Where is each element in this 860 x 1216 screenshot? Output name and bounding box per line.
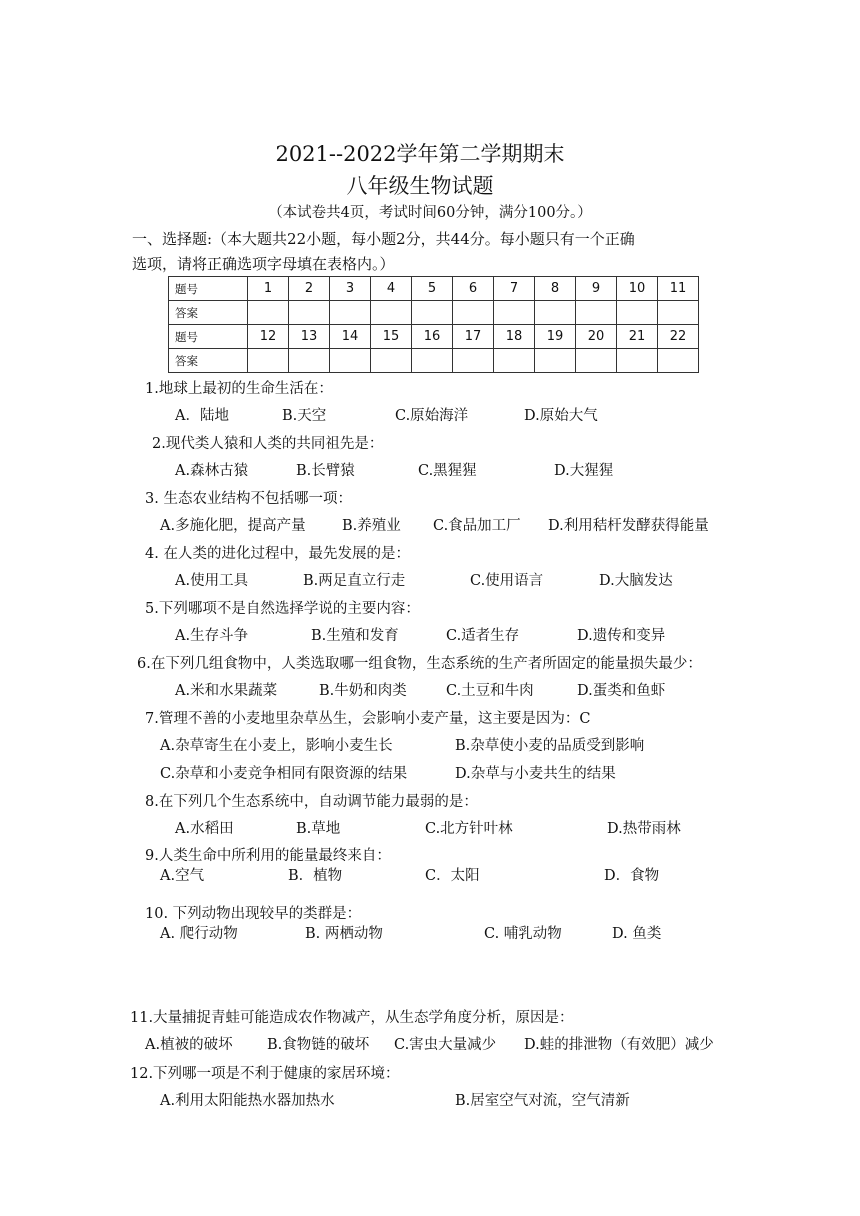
number-cell: 22 [658, 325, 699, 349]
question-5-option-c: C.适者生存 [446, 628, 520, 644]
question-1-stem: 1.地球上最初的生命生活在： [145, 381, 333, 397]
number-cell: 17 [453, 325, 494, 349]
question-11-option-b: B.食物链的破坏 [267, 1037, 370, 1053]
question-12-stem: 12.下列哪一项是不利于健康的家居环境： [130, 1066, 400, 1082]
section-heading: 一、选择题:（本大题共22小题，每小题2分，共44分。每小题只有一个正确 [132, 230, 635, 248]
row-label: 题号 [169, 277, 248, 301]
answer-cell[interactable] [658, 301, 699, 325]
answer-cell[interactable] [412, 349, 453, 373]
question-10-option-d: D. 鱼类 [612, 926, 662, 942]
question-1-option-c: C.原始海洋 [395, 408, 469, 424]
table-row [169, 301, 699, 325]
question-7-option-a: A.杂草寄生在小麦上，影响小麦生长 [160, 738, 393, 754]
question-1-option-b: B.天空 [282, 408, 327, 424]
question-11-option-c: C.害虫大量减少 [394, 1037, 497, 1053]
question-2-stem: 2.现代类人猿和人类的共同祖先是： [152, 436, 384, 452]
answer-cell[interactable] [494, 349, 535, 373]
number-cell: 13 [289, 325, 330, 349]
number-cell: 4 [371, 277, 412, 301]
answer-cell[interactable] [289, 301, 330, 325]
question-7-option-b: B.杂草使小麦的品质受到影响 [455, 738, 645, 754]
question-4-option-c: C.使用语言 [470, 573, 544, 589]
question-9-option-c: C．太阳 [425, 868, 480, 884]
question-2-option-d: D.大猩猩 [554, 463, 614, 479]
question-4-option-b: B.两足直立行走 [303, 573, 406, 589]
number-cell: 18 [494, 325, 535, 349]
number-cell: 6 [453, 277, 494, 301]
question-12-option-a: A.利用太阳能热水器加热水 [160, 1093, 335, 1109]
answer-cell[interactable] [371, 349, 412, 373]
question-9-option-d: D．食物 [604, 868, 660, 884]
answer-cell[interactable] [576, 301, 617, 325]
question-9-option-a: A.空气 [160, 868, 205, 884]
question-8-option-a: A.水稻田 [175, 821, 234, 837]
exam-title-line2: 八年级生物试题 [346, 174, 494, 198]
exam-title-line1: 2021--2022学年第二学期期末 [275, 142, 565, 166]
question-5-option-d: D.遗传和变异 [577, 628, 666, 644]
number-cell: 5 [412, 277, 453, 301]
number-cell: 10 [617, 277, 658, 301]
row-label: 题号 [169, 325, 248, 349]
question-3-stem: 3. 生态农业结构不包括哪一项： [145, 491, 352, 507]
question-10-option-a: A. 爬行动物 [160, 926, 238, 942]
question-3-option-b: B.养殖业 [342, 518, 401, 534]
answer-cell[interactable] [412, 301, 453, 325]
answer-cell[interactable] [453, 301, 494, 325]
answer-cell[interactable] [330, 349, 371, 373]
row-label: 答案 [169, 301, 248, 325]
table-row [169, 325, 699, 349]
number-cell: 15 [371, 325, 412, 349]
number-cell: 3 [330, 277, 371, 301]
answer-cell[interactable] [576, 349, 617, 373]
question-4-stem: 4. 在人类的进化过程中，最先发展的是： [145, 546, 410, 562]
question-4-option-a: A.使用工具 [175, 573, 249, 589]
question-11-option-a: A.植被的破坏 [145, 1037, 233, 1053]
row-label: 答案 [169, 349, 248, 373]
answer-cell[interactable] [248, 349, 289, 373]
question-5-option-b: B.生殖和发育 [311, 628, 399, 644]
question-11-option-d: D.蛙的排泄物（有效肥）减少 [524, 1037, 714, 1053]
question-6-option-c: C.土豆和牛肉 [446, 683, 534, 699]
question-10-stem: 10. 下列动物出现较早的类群是： [145, 906, 362, 922]
number-cell: 11 [658, 277, 699, 301]
answer-cell[interactable] [371, 301, 412, 325]
exam-note: （本试卷共4页，考试时间60分钟，满分100分。） [268, 205, 592, 221]
question-1-option-d: D.原始大气 [524, 408, 598, 424]
number-cell: 8 [535, 277, 576, 301]
question-6-stem: 6.在下列几组食物中，人类选取哪一组食物，生态系统的生产者所固定的能量损失最少： [137, 656, 702, 672]
question-2-option-a: A.森林古猿 [175, 463, 249, 479]
question-8-option-c: C.北方针叶林 [425, 821, 513, 837]
question-7-stem: 7.管理不善的小麦地里杂草丛生，会影响小麦产量，这主要是因为：C [145, 711, 591, 727]
number-cell: 20 [576, 325, 617, 349]
question-6-option-b: B.牛奶和肉类 [319, 683, 407, 699]
question-9-stem: 9.人类生命中所利用的能量最终来自： [145, 848, 391, 864]
question-9-option-b: B．植物 [288, 868, 343, 884]
answer-cell[interactable] [248, 301, 289, 325]
question-7-option-d: D.杂草与小麦共生的结果 [455, 766, 616, 782]
question-7-option-c: C.杂草和小麦竞争相同有限资源的结果 [160, 766, 408, 782]
answer-cell[interactable] [289, 349, 330, 373]
question-5-stem: 5.下列哪项不是自然选择学说的主要内容： [145, 601, 420, 617]
answer-table [168, 276, 699, 373]
question-3-option-c: C.食品加工厂 [433, 518, 521, 534]
number-cell: 12 [248, 325, 289, 349]
number-cell: 19 [535, 325, 576, 349]
question-5-option-a: A.生存斗争 [175, 628, 249, 644]
answer-cell[interactable] [535, 349, 576, 373]
number-cell: 7 [494, 277, 535, 301]
question-6-option-d: D.蛋类和鱼虾 [577, 683, 666, 699]
question-2-option-c: C.黑猩猩 [418, 463, 477, 479]
answer-cell[interactable] [535, 301, 576, 325]
question-8-stem: 8.在下列几个生态系统中，自动调节能力最弱的是： [145, 794, 478, 810]
number-cell: 2 [289, 277, 330, 301]
question-4-option-d: D.大脑发达 [599, 573, 673, 589]
answer-cell[interactable] [617, 301, 658, 325]
question-8-option-d: D.热带雨林 [607, 821, 681, 837]
question-6-option-a: A.米和水果蔬菜 [175, 683, 278, 699]
question-11-stem: 11.大量捕捉青蛙可能造成农作物减产，从生态学角度分析，原因是： [130, 1010, 574, 1026]
question-10-option-c: C. 哺乳动物 [484, 926, 562, 942]
answer-cell[interactable] [330, 301, 371, 325]
number-cell: 21 [617, 325, 658, 349]
number-cell: 9 [576, 277, 617, 301]
answer-cell[interactable] [617, 349, 658, 373]
question-12-option-b: B.居室空气对流，空气清新 [455, 1093, 630, 1109]
answer-cell[interactable] [453, 349, 494, 373]
table-row [169, 349, 699, 373]
answer-cell[interactable] [658, 349, 699, 373]
question-8-option-b: B.草地 [296, 821, 341, 837]
table-row [169, 277, 699, 301]
question-2-option-b: B.长臂猿 [296, 463, 355, 479]
number-cell: 14 [330, 325, 371, 349]
question-1-option-a: A．陆地 [175, 408, 229, 424]
question-10-option-b: B. 两栖动物 [305, 926, 383, 942]
section-heading-cont: 选项，请将正确选项字母填在表格内。） [132, 255, 395, 273]
question-3-option-d: D.利用秸杆发酵获得能量 [548, 518, 709, 534]
number-cell: 16 [412, 325, 453, 349]
number-cell: 1 [248, 277, 289, 301]
answer-cell[interactable] [494, 301, 535, 325]
question-3-option-a: A.多施化肥，提高产量 [160, 518, 306, 534]
